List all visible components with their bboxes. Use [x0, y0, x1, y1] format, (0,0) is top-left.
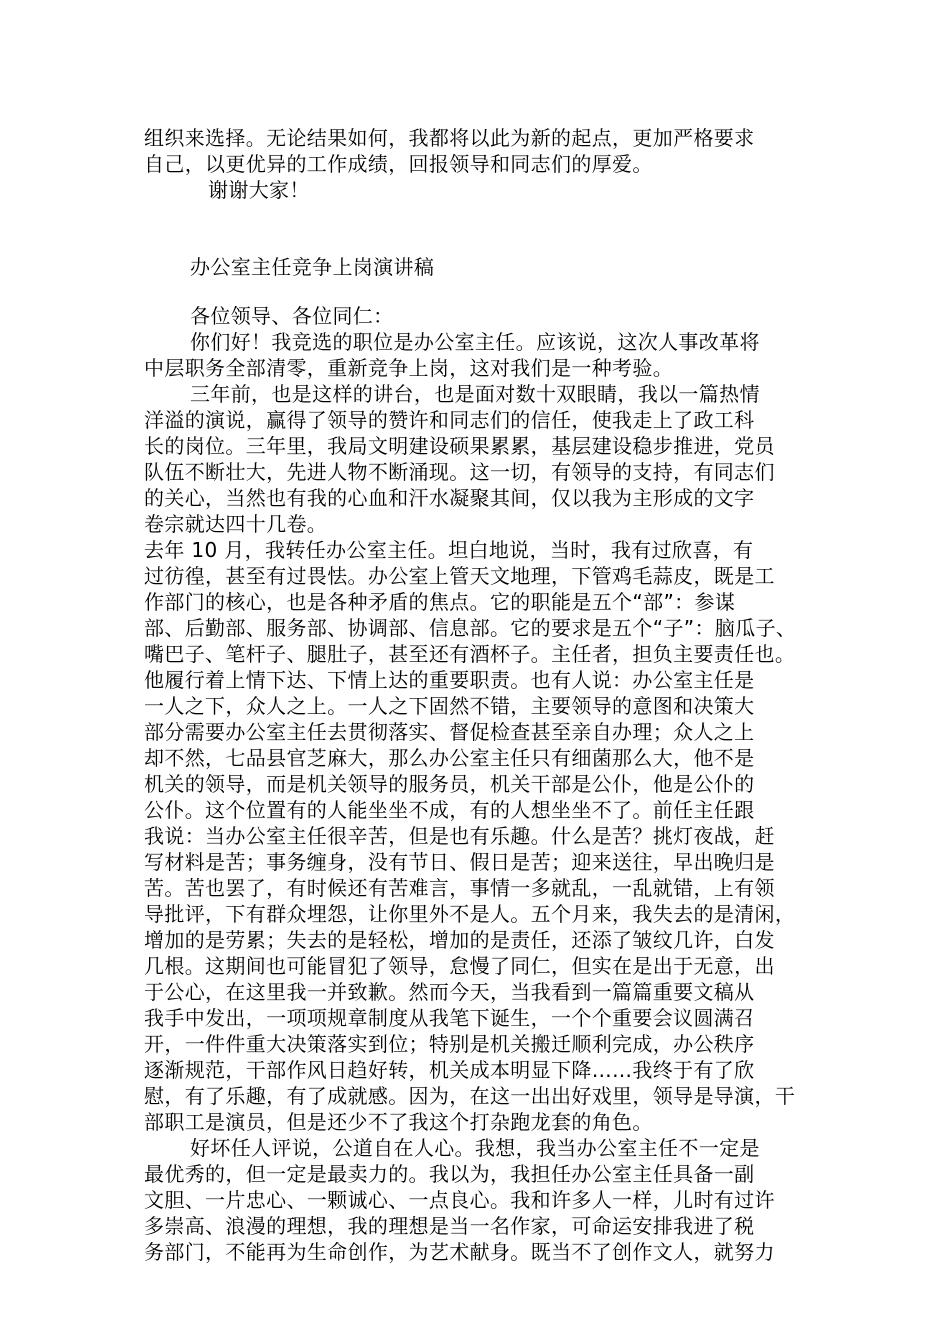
text-line: 机关的领导，而是机关领导的服务员，机关干部是公仆，他是公仆的	[144, 772, 755, 796]
document-title: 办公室主任竞争上岗演讲稿	[190, 255, 435, 279]
text-line: 开，一件件重大决策落实到位；特别是机关搬迁顺利完成，办公秩序	[144, 1032, 755, 1056]
text-line: 务部门，不能再为生命创作，为艺术献身。既当不了创作文人，就努力	[144, 1240, 775, 1264]
text-line: 作部门的核心，也是各种矛盾的焦点。它的职能是五个“部”：参谋	[144, 590, 736, 614]
text-line: 他履行着上情下达、下情上达的重要职责。也有人说：办公室主任是	[144, 668, 755, 692]
text-line: 长的岗位。三年里，我局文明建设硕果累累，基层建设稳步推进，党员	[144, 434, 775, 458]
text-line: 一人之下，众人之上。一人之下固然不错，主要领导的意图和决策大	[144, 694, 755, 718]
text-line: 苦。苦也罢了，有时候还有苦难言，事情一多就乱，一乱就错，上有领	[144, 876, 775, 900]
text-line: 逐渐规范，干部作风日趋好转，机关成本明显下降……我终于有了欣	[144, 1058, 755, 1082]
text-line: 中层职务全部清零，重新竞争上岗，这对我们是一种考验。	[144, 356, 674, 380]
text-line: 我手中发出，一项项规章制度从我笔下诞生，一个个重要会议圆满召	[144, 1006, 755, 1030]
text-line: 几根。这期间也可能冒犯了领导，怠慢了同仁，但实在是出于无意，出	[144, 954, 775, 978]
text-line: 慰，有了乐趣，有了成就感。因为，在这一出出好戏里，领导是导演，干	[144, 1084, 796, 1108]
text-line: 却不然，七品县官芝麻大，那么办公室主任只有细菌那么大，他不是	[144, 746, 755, 770]
text-line: 多崇高、浪漫的理想，我的理想是当一名作家，可命运安排我进了税	[144, 1214, 755, 1238]
text-line: 你们好！我竞选的职位是办公室主任。应该说，这次人事改革将	[190, 330, 760, 354]
text-line: 增加的是劳累；失去的是轻松，增加的是责任，还添了皱纹几许，白发	[144, 928, 775, 952]
text-line	[144, 1265, 810, 1292]
text-line: 三年前，也是这样的讲台，也是面对数十双眼睛，我以一篇热情	[190, 382, 760, 406]
text-line: 去年 10 月，我转任办公室主任。坦白地说，当时，我有过欣喜，有	[144, 538, 754, 562]
text-line: 好坏任人评说，公道自在人心。我想，我当办公室主任不一定是	[190, 1136, 760, 1160]
text-line: 队伍不断壮大，先进人物不断涌现。这一切，有领导的支持，有同志们	[144, 460, 775, 484]
text-line: 部、后勤部、服务部、协调部、信息部。它的要求是五个“子”：脑瓜子、	[144, 616, 797, 640]
text-line: 写材料是苦；事务缠身，没有节日、假日是苦；迎来送往，早出晚归是	[144, 850, 775, 874]
text-line: 卷宗就达四十几卷。	[144, 512, 328, 536]
text-line: 的关心，当然也有我的心血和汗水凝聚其间，仅以我为主形成的文字	[144, 486, 755, 510]
text-line: 嘴巴子、笔杆子、腿肚子，甚至还有酒杯子。主任者，担负主要责任也。	[144, 642, 796, 666]
text-line: 部职工是演员，但是还少不了我这个打杂跑龙套的角色。	[144, 1110, 653, 1134]
text-line: 最优秀的，但一定是最卖力的。我以为，我担任办公室主任具备一副	[144, 1162, 755, 1186]
text-line: 公仆。这个位置有的人能坐坐不成，有的人想坐坐不了。前任主任跟	[144, 798, 755, 822]
text-line: 文胆、一片忠心、一颗诚心、一点良心。我和许多人一样，儿时有过许	[144, 1188, 775, 1212]
closing-thanks: 谢谢大家！	[208, 178, 310, 202]
text-line: 自己，以更优异的工作成绩，回报领导和同志们的厚爱。	[144, 152, 653, 176]
text-line: 导批评，下有群众埋怨，让你里外不是人。五个月来，我失去的是清闲，	[144, 902, 796, 926]
text-line: 组织来选择。无论结果如何，我都将以此为新的起点，更加严格要求	[144, 126, 755, 150]
salutation: 各位领导、各位同仁：	[190, 304, 394, 328]
text-line: 过彷徨，甚至有过畏怯。办公室上管天文地理，下管鸡毛蒜皮，既是工	[144, 564, 775, 588]
text-line: 于公心，在这里我一并致歉。然而今天，当我看到一篇篇重要文稿从	[144, 980, 755, 1004]
text-line: 洋溢的演说，赢得了领导的赞许和同志们的信任，使我走上了政工科	[144, 408, 755, 432]
text-line: 我说：当办公室主任很辛苦，但是也有乐趣。什么是苦？挑灯夜战，赶	[144, 824, 775, 848]
text-line: 部分需要办公室主任去贯彻落实、督促检查甚至亲自办理；众人之上	[144, 720, 755, 744]
